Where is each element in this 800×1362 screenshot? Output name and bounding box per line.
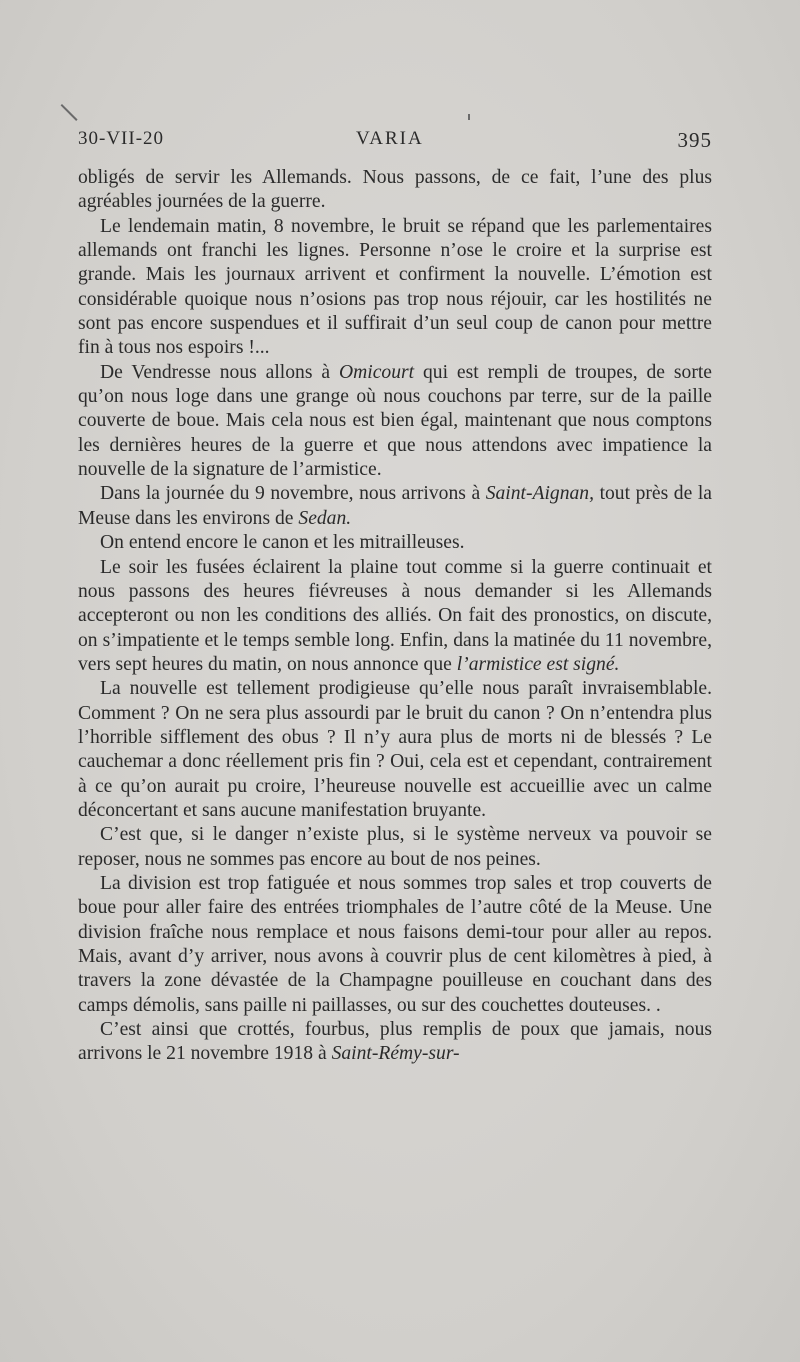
paragraph (78, 872, 712, 1018)
header-date: 30-VII-20 (78, 128, 165, 149)
italic-text: Omicourt (338, 361, 415, 383)
text-run: qui est rempli de troupes, de sorte qu’on nous loge dans une grange où nous couchons par terre, sur de la paille couverte de boue. Mais cela nous est bien égal, maintenant que nous comptons les dernières heures de la guerre et que nous attendons avec impatience la nouvelle de la signature de l’armistice. (78, 361, 712, 481)
italic-text: l’armistice est signé. (456, 653, 620, 675)
text-run: C’est que, si le danger n’existe plus, si le système nerveux va pouvoir se reposer, nous ne sommes pas encore au bout de nos peines. (78, 824, 712, 870)
paragraph (78, 1018, 712, 1067)
italic-text: Saint-Rémy-sur- (331, 1043, 460, 1065)
paragraph (78, 482, 712, 531)
text-run: Dans la journée du 9 novembre, nous arrivons à (100, 483, 486, 505)
paragraph (78, 556, 712, 678)
paragraph (78, 215, 712, 361)
header-title: VARIA (356, 128, 424, 149)
italic-text: Sedan. (298, 507, 352, 529)
text-run: De Vendresse nous allons à (100, 361, 339, 383)
paragraph (78, 677, 712, 823)
page-number: 395 (677, 128, 712, 152)
paragraph (78, 166, 712, 215)
text-run: La division est trop fatiguée et nous sommes trop sales et trop couverts de boue pour aller faire des entrées triomphales de l’autre côté de la Meuse. Une division fraîche nous remplace et nous faisons demi-tour pour aller au repos. Mais, avant d’y arriver, nous avons à couvrir plus de cent kilomètres à pied, à travers la zone dévastée de la Champagne pouilleuse en couchant dans des camps démolis, sans paille ni paillasses, ou sur des couchettes douteuses. . (78, 872, 712, 1016)
text-run: On entend encore le canon et les mitrailleuses. (100, 532, 465, 554)
text-run: obligés de servir les Allemands. Nous passons, de ce fait, l’une des plus agréables journées de la guerre. (78, 167, 712, 213)
text-run: C’est ainsi que crottés, fourbus, plus remplis de poux que jamais, nous arrivons le 21 novembre 1918 à (78, 1019, 712, 1065)
text-run: La nouvelle est tellement prodigieuse qu’elle nous paraît invraisemblable. Comment ? On ne sera plus assourdi par le bruit du canon ? On n’entendra plus l’horrible sifflement des obus ? Il n’y aura plus de morts ni de blessés ? Le cauchemar a donc réellement pris fin ? Oui, cela est et cependant, contrairement à ce qu’on aurait pu croire, l’heureuse nouvelle est accueillie avec un calme déconcertant et sans aucune manifestation bruyante. (78, 678, 712, 821)
text-run: Le soir les fusées éclairent la plaine tout comme si la guerre continuait et nous passons des heures fiévreuses à nous demander si les Allemands accepteront ou non les conditions des alliés. On fait des pronostics, on discute, on s’impatiente et le temps semble long. Enfin, dans la matinée du 11 novembre, vers sept heures du matin, on nous annonce que (78, 556, 712, 675)
paragraph (78, 361, 712, 483)
body-text (78, 166, 712, 1067)
running-head (78, 128, 712, 160)
paragraph (78, 823, 712, 872)
text-run: Le lendemain matin, 8 novembre, le bruit se répand que les parlementaires allemands ont franchi les lignes. Personne n’ose le croire et la surprise est grande. Mais les journaux arrivent et confirment la nouvelle. L’émotion est considérable quoique nous n’osions pas trop nous réjouir, car les hostilités ne sont pas encore suspendues et il suffirait d’un seul coup de canon pour mettre fin à tous nos espoirs !... (78, 215, 712, 359)
paragraph (78, 531, 712, 555)
scan-mark-top-left (61, 104, 78, 121)
italic-text: Saint-Aignan, (485, 483, 595, 505)
text-run: tout près de la Meuse dans les environs de (78, 483, 712, 529)
scan-mark-top (468, 114, 470, 120)
